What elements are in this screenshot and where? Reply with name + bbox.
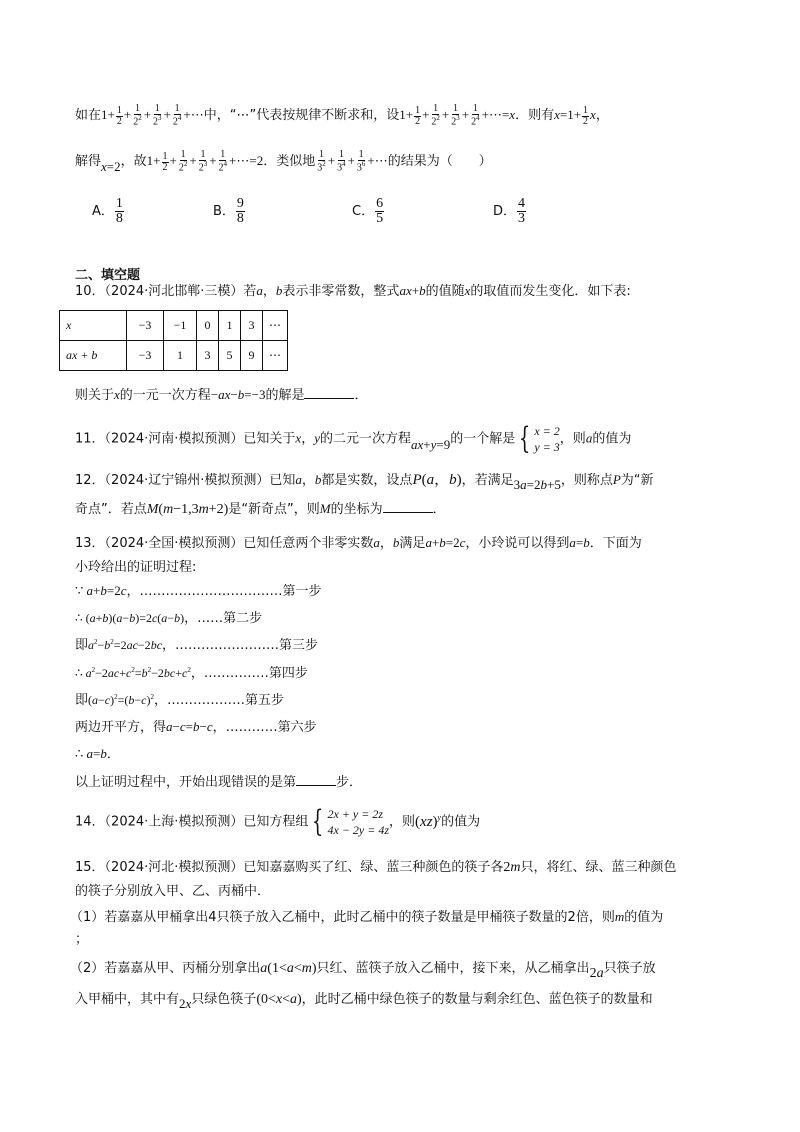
step-dots: ，…………… (190, 666, 269, 681)
q15-text: （2）若嘉嘉从甲、丙桶分别拿出 (70, 961, 261, 976)
option-label: D． (493, 204, 517, 219)
q15-text: 15．（2024·河北·模拟预测）已知嘉嘉购买了红、绿、蓝三种颜色的筷子各 (75, 860, 504, 875)
step-label: 第三步 (279, 638, 319, 653)
table-cell: −3 (127, 311, 164, 341)
step-label: 第一步 (282, 584, 322, 599)
step-dots: ，………… (212, 720, 278, 735)
q12-line-2: 奇点”．若点M(m−1,3m+2)是“新奇点”，则M的坐标为 ． (75, 501, 446, 517)
q9-text-g: ，故 (120, 154, 147, 169)
table-cell: 3 (197, 341, 219, 371)
q13-answer-blank[interactable] (296, 785, 336, 786)
q13-step-3: 即$a^2-b^2=2ac-2bc$，……………………第三步 (75, 638, 319, 653)
q9-series-4: $\frac{1}{3^2}$ + $\frac{1}{3^4}$ + $\frac{1}{3^6}$ +⋯ (317, 149, 388, 174)
q9-option-a[interactable] (92, 197, 125, 226)
q12-prefix: 12．（2024·辽宁锦州·模拟预测）已知 (75, 473, 296, 488)
q10-text: ． (354, 388, 368, 403)
q12-answer-blank[interactable] (383, 512, 433, 513)
q10-text: 则关于 (75, 388, 115, 403)
q12-text: ． (432, 502, 446, 517)
q9-option-d[interactable] (493, 197, 527, 226)
step-label: 第五步 (245, 693, 285, 708)
q13-step-5: 即$(a-c)^2=(b-c)^2$，………………第五步 (75, 693, 285, 708)
q12-line-1: 12．（2024·辽宁锦州·模拟预测）已知a，b都是实数，设点P(a，b)，若满足3a=2b+5，则称点P为“新 (75, 472, 654, 492)
q13-step-1: ∵ a+b=2c，……………………………第一步 (75, 583, 322, 599)
q9-text-i: 的结果为（ ） (387, 154, 492, 169)
table-cell: 3 (241, 311, 263, 341)
q11-text: 的值为 (592, 431, 632, 447)
q13-prefix: 13．（2024·全国·模拟预测）已知任意两个非零实数 (75, 536, 374, 551)
q11-text: 的二元一次方程 (319, 431, 411, 447)
option-fraction: $\frac{6}{5}$ (376, 196, 384, 226)
q15-text: （1）若嘉嘉从甲桶拿出4只筷子放入乙桶中，此时乙桶中的筷子数量是甲桶筷子数量的2倍，则 (70, 910, 615, 925)
q13-text: ， (379, 536, 393, 551)
step-dots: ，…… (184, 611, 224, 626)
q15-line-1: 15．（2024·河北·模拟预测）已知嘉嘉购买了红、绿、蓝三种颜色的筷子各2m只，将红、绿、蓝三种颜色 (75, 860, 677, 875)
q13-text: ．下面为 (589, 536, 642, 551)
q10-text: 的取值而发生变化．如下表: (470, 284, 631, 299)
q9-option-b[interactable] (213, 197, 246, 226)
q15-text: 只筷子放 (603, 961, 656, 976)
q15-line-2: 的筷子分别放入甲、乙、丙桶中． (75, 884, 271, 899)
q10-text: 的解是 (265, 388, 305, 403)
option-fraction: $\frac{1}{8}$ (115, 196, 123, 226)
q15-part-1: （1）若嘉嘉从甲桶拿出4只筷子放入乙桶中，此时乙桶中的筷子数量是甲桶筷子数量的2倍，则m的值为 (70, 909, 664, 925)
step-dots: ，…………………………… (126, 584, 283, 599)
q10-text: ， (262, 284, 276, 299)
q11-text: 的一个解是 (450, 431, 516, 447)
q15-part-2: （2）若嘉嘉从甲、丙桶分别拿出a(1<a<m)只红、蓝筷子放入乙桶中，接下来，从乙桶拿出2a只筷子放 (70, 961, 656, 981)
q9-series-3: 1+ $\frac{1}{2}$ + $\frac{1}{2^2}$ + $\frac{1}{2^3}$ + $\frac{1}{2^4}$ +⋯=2 (146, 149, 264, 174)
q13-step-4: ∴ $a^2-2ac+c^2=b^2-2bc+c^2$，……………第四步 (75, 666, 308, 681)
q9-text-e: ， (595, 108, 609, 123)
q9-text-b: 中， (203, 108, 230, 123)
q12-text: 奇点”．若点 (75, 502, 147, 517)
table-row-x (60, 311, 288, 341)
q9-text-f: 解得 (75, 154, 102, 169)
q13-text: ，小玲说可以得到 (465, 536, 570, 551)
q12-text: ，若满足 (461, 473, 514, 488)
q12-text: 是“新奇点”，则 (228, 502, 320, 517)
q10-text: 的一元一次方程 (119, 388, 211, 403)
step-prefix: 即 (75, 693, 89, 708)
q12-text: 为“新 (620, 473, 654, 488)
table-header-x: x (60, 311, 127, 341)
q15-text: 的值为 (624, 910, 664, 925)
q9-line-1 (75, 104, 725, 128)
table-cell: −3 (127, 341, 164, 371)
q10-prefix: 10．（2024·河北邯郸·三模）若 (75, 284, 257, 299)
step-label: 第二步 (223, 611, 263, 626)
step-dots: ，……………… (154, 693, 246, 708)
option-label: A． (92, 204, 114, 219)
q13-text: 满足 (399, 536, 426, 551)
table-cell: −1 (164, 311, 197, 341)
q14-prefix: 14．（2024·上海·模拟预测）已知方程组 (75, 814, 309, 830)
table-cell: ⋯ (263, 341, 288, 371)
table-cell: ⋯ (263, 311, 288, 341)
q10-line-2: 则关于x的一元一次方程−ax−b=−3的解是 ． (75, 387, 368, 403)
q10-answer-blank[interactable] (304, 398, 354, 399)
q12-text: 的坐标为 (330, 502, 383, 517)
q13-text: 以上证明过程中，开始出现错误的是第 (75, 775, 297, 790)
q11-solution-system: { x = 2 y = 3 (519, 421, 560, 456)
table-cell: 0 (197, 311, 219, 341)
table-cell: 9 (241, 341, 263, 371)
table-row-y (60, 341, 288, 371)
q13-step-6: 两边开平方，得a−c=b−c，…………第六步 (75, 719, 317, 735)
table-header-y: ax + b (60, 341, 127, 371)
q9-text-a: 如在 (75, 108, 102, 123)
option-label: C． (352, 204, 375, 219)
q11-prefix: 11．（2024·河南·模拟预测）已知关于 (75, 431, 296, 447)
q15-text: 入甲桶中，其中有 (75, 992, 180, 1007)
q9-text-h: ．类似地 (263, 154, 316, 169)
q13-conclusion: ∴ a=b． (75, 746, 120, 762)
q14-line: 14．（2024·上海·模拟预测）已知方程组 { 2x + y = 2z 4x − 2y = 4z ，则(xz)$^y$的值为 (75, 804, 481, 839)
q10-table (59, 310, 288, 371)
q15-text: ，此时乙桶中绿色筷子的数量与剩余红色、蓝色筷子的数量和 (301, 992, 653, 1007)
q9-text-c: “⋯”代表按规律不断求和，设 (229, 108, 400, 123)
table-cell: 1 (164, 341, 197, 371)
q15-text: 只绿色筷子 (191, 992, 257, 1007)
option-label: B． (213, 204, 235, 219)
q15-part-2-cont: 入甲桶中，其中有2x只绿色筷子(0<x<a)，此时乙桶中绿色筷子的数量与剩余红色、蓝色筷子的数量和 (75, 992, 653, 1011)
step-label: 第四步 (268, 666, 308, 681)
q14-text: 的值为 (441, 814, 481, 830)
q10-line-1: 10．（2024·河北邯郸·三模）若a，b表示非零常数，整式ax+b的值随x的取值而发生变化．如下表: (75, 283, 631, 299)
step-dots: ，…………………… (162, 638, 280, 653)
q12-text: 都是实数，设点 (321, 473, 413, 488)
q9-equation: x=1+ $\frac{1}{2}$ x (554, 104, 596, 127)
step-prefix: 两边开平方，得 (75, 720, 167, 735)
table-cell: 5 (219, 341, 241, 371)
q14-equation-system: { 2x + y = 2z 4x − 2y = 4z (312, 804, 390, 839)
step-label: 第六步 (277, 720, 317, 735)
q12-text: ，则称点 (560, 473, 613, 488)
q9-line-2: 解得x=2，故1+ $\frac{1}{2}$ + $\frac{1}{2^2}$ + $\frac{1}{2^3}$ + $\frac{1}{2^4}$ +⋯=2．类似地 $\frac{1}{3^2}$ + $\frac{1}{3^4}$ + $\frac{1}{3^6}$ +⋯的结果为（ ） (75, 149, 492, 174)
q15-text: 只红、蓝筷子放入乙桶中，接下来，从乙桶拿出 (316, 961, 590, 976)
q13-step-2: ∴ (a+b)(a−b)=2c(a−b)，……第二步 (75, 611, 263, 626)
q10-text: 的值随 (425, 284, 465, 299)
step-prefix: 即 (75, 638, 89, 653)
q13-question (75, 771, 725, 790)
q13-line-2: 小玲给出的证明过程: (75, 560, 197, 575)
q9-text-d: ．则有 (515, 108, 555, 123)
q9-solution: x (101, 159, 107, 174)
q15-text: 只，将红、绿、蓝三种颜色 (520, 860, 677, 875)
q15-part-1-end: ； (75, 932, 89, 947)
q13-line-1: 13．（2024·全国·模拟预测）已知任意两个非零实数a，b满足a+b=2c，小玲说可以得到a=b．下面为 (75, 535, 642, 551)
option-fraction: $\frac{9}{8}$ (236, 196, 244, 226)
q9-option-c[interactable] (352, 197, 385, 226)
section-title: 二、填空题 (75, 268, 141, 283)
q11-text: ，则 (559, 431, 586, 447)
q11-line: 11．（2024·河南·模拟预测）已知关于x，y的二元一次方程ax+y=9的一个解是 { x = 2 y = 3 ，则a的值为 (75, 421, 632, 456)
table-cell: 1 (219, 311, 241, 341)
q13-text: ． (106, 747, 120, 762)
q9-series-1: 1+ $\frac{1}{2}$ + $\frac{1}{2^2}$ + $\frac{1}{2^3}$ + $\frac{1}{2^4}$ +⋯ (101, 103, 204, 128)
q10-text: 表示非零常数，整式 (282, 284, 400, 299)
q14-text: ，则 (389, 814, 416, 830)
option-fraction: $\frac{4}{3}$ (518, 196, 526, 226)
q9-series-2: 1+ $\frac{1}{2}$ + $\frac{1}{2^2}$ + $\frac{1}{2^3}$ + $\frac{1}{2^4}$ +⋯=x (399, 103, 516, 128)
q13-text: 步． (336, 775, 363, 790)
